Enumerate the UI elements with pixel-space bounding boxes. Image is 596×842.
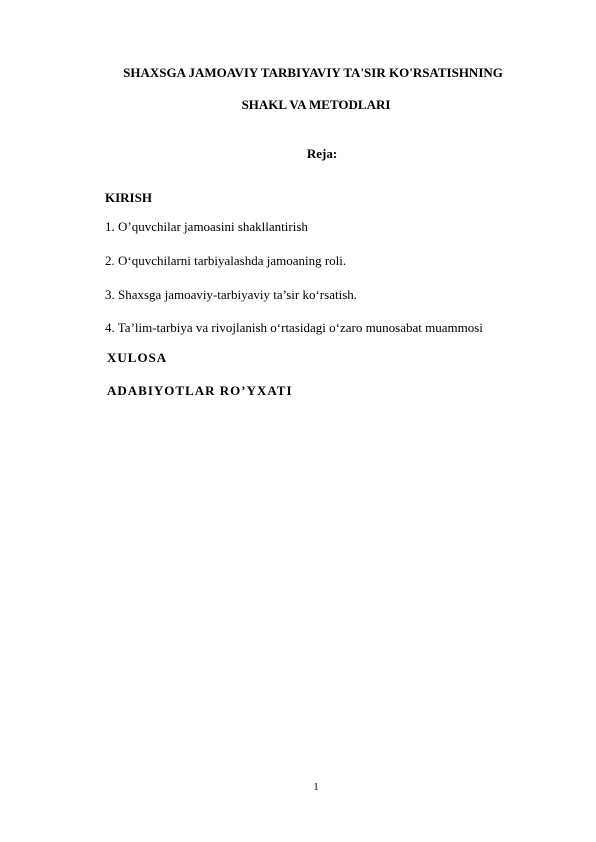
toc-intro: KIRISH (105, 190, 152, 205)
toc-item-4: 4. Ta’lim-tarbiya va rivojlanish o‘rtasidagi o‘zaro munosabat muammosi (105, 320, 483, 335)
page-number: 1 (313, 781, 319, 793)
toc-conclusion: XULOSA (107, 350, 168, 365)
document-title-line-1: SHAXSGA JAMOAVIY TARBIYAVIY TA'SIR KO'RSATISHNING (123, 65, 503, 80)
toc-item-2: 2. O‘quvchilarni tarbiyalashda jamoaning roli. (105, 253, 347, 268)
toc-references: ADABIYOTLAR RO’YXATI (107, 383, 293, 398)
toc-item-1: 1. O’quvchilar jamoasini shakllantirish (105, 219, 308, 234)
toc-item-3: 3. Shaxsga jamoaviy-tarbiyaviy ta’sir ko‘rsatish. (105, 287, 358, 302)
plan-heading: Reja: (306, 146, 338, 161)
document-title-line-2: SHAKL VA METODLARI (241, 97, 391, 112)
